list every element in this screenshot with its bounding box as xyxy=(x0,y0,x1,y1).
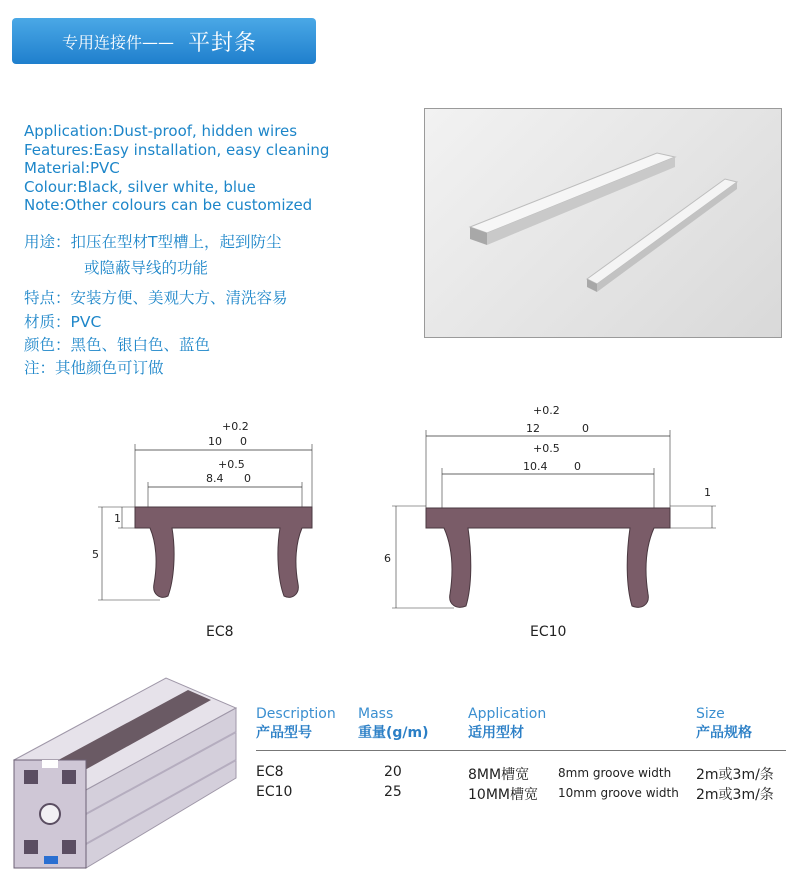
specs-english xyxy=(24,122,329,215)
blue-strip-end xyxy=(44,856,58,864)
ec8-outer-low: 0 xyxy=(240,435,247,448)
table-divider xyxy=(256,750,786,751)
spec-cn-note: 注：其他颜色可订做 xyxy=(24,359,164,377)
spec-cn-usage-2: 或隐蔽导线的功能 xyxy=(84,259,209,277)
ec10-height: 6 xyxy=(384,552,391,565)
header-mass-en: Mass xyxy=(358,706,394,722)
ec10-inner-val: 10.4 xyxy=(523,460,548,473)
ec8-inner-val: 8.4 xyxy=(206,472,224,485)
row-app-en: 8mm groove width xyxy=(558,766,672,780)
ec8-label: EC8 xyxy=(206,624,234,640)
spec-cn-features: 特点：安装方便、美观大方、清洗容易 xyxy=(24,289,288,307)
spec-en-application: Application:Dust-proof, hidden wires xyxy=(24,122,298,140)
spec-en-colour: Colour:Black, silver white, blue xyxy=(24,177,256,196)
ec10-outer-low: 0 xyxy=(582,422,589,435)
row-model: EC10 xyxy=(256,784,293,800)
ec10-thickness: 1 xyxy=(704,486,711,499)
ec10-inner-low: 0 xyxy=(574,460,581,473)
banner-title: 平封条 xyxy=(188,30,258,56)
header-mass xyxy=(358,706,429,742)
ec10-outer-tol: +0.2 xyxy=(533,404,560,417)
row-size: 2m或3m/条 xyxy=(696,767,774,783)
row-app-cn: 10MM槽宽 xyxy=(468,787,538,803)
spec-en-material: Material:PVC xyxy=(24,159,120,177)
header-mass-cn: 重量(g/m) xyxy=(358,725,429,741)
row-mass: 25 xyxy=(384,784,402,800)
row-mass: 20 xyxy=(384,764,402,780)
ec8-height: 5 xyxy=(92,548,99,561)
banner-prefix: 专用连接件—— xyxy=(62,32,175,52)
ec10-inner-tol: +0.5 xyxy=(533,442,560,455)
aluminium-profile-illustration xyxy=(6,668,246,873)
spec-en-note: Note:Other colours can be customized xyxy=(24,196,313,214)
ec8-outer-val: 10 xyxy=(208,435,222,448)
row-model: EC8 xyxy=(256,764,284,780)
ec8-inner-tol: +0.5 xyxy=(218,458,245,471)
ec10-label: EC10 xyxy=(530,624,567,640)
header-application-cn: 适用型材 xyxy=(468,725,524,741)
ec8-inner-low: 0 xyxy=(244,472,251,485)
header-description xyxy=(256,706,336,742)
spec-en-features: Features:Easy installation, easy cleaning xyxy=(24,140,330,159)
ec10-diagram xyxy=(378,400,723,620)
ec10-outer-val: 12 xyxy=(526,422,540,435)
header-size xyxy=(696,706,752,742)
header-description-en: Description xyxy=(256,706,336,722)
row-app-cn: 8MM槽宽 xyxy=(468,767,530,783)
product-photo-illustration xyxy=(425,109,781,337)
ec8-diagram xyxy=(80,412,330,612)
spec-cn-usage-1: 用途：扣压在型材T型槽上，起到防尘 xyxy=(24,233,282,251)
header-size-en: Size xyxy=(696,706,725,722)
product-photo xyxy=(424,108,782,338)
header-size-cn: 产品规格 xyxy=(696,725,752,741)
ec8-profile xyxy=(135,507,312,597)
spec-cn-material: 材质：PVC xyxy=(24,313,102,331)
ec8-thickness: 1 xyxy=(114,512,121,525)
header-description-cn: 产品型号 xyxy=(256,725,312,741)
row-app-en: 10mm groove width xyxy=(558,786,679,800)
ec10-profile xyxy=(426,508,670,607)
row-size: 2m或3m/条 xyxy=(696,787,774,803)
section-banner xyxy=(12,18,316,64)
header-application-en: Application xyxy=(468,706,547,722)
ec8-outer-tol: +0.2 xyxy=(222,420,249,433)
spec-cn-colour: 颜色：黑色、银白色、蓝色 xyxy=(24,336,211,354)
header-application xyxy=(468,706,546,742)
